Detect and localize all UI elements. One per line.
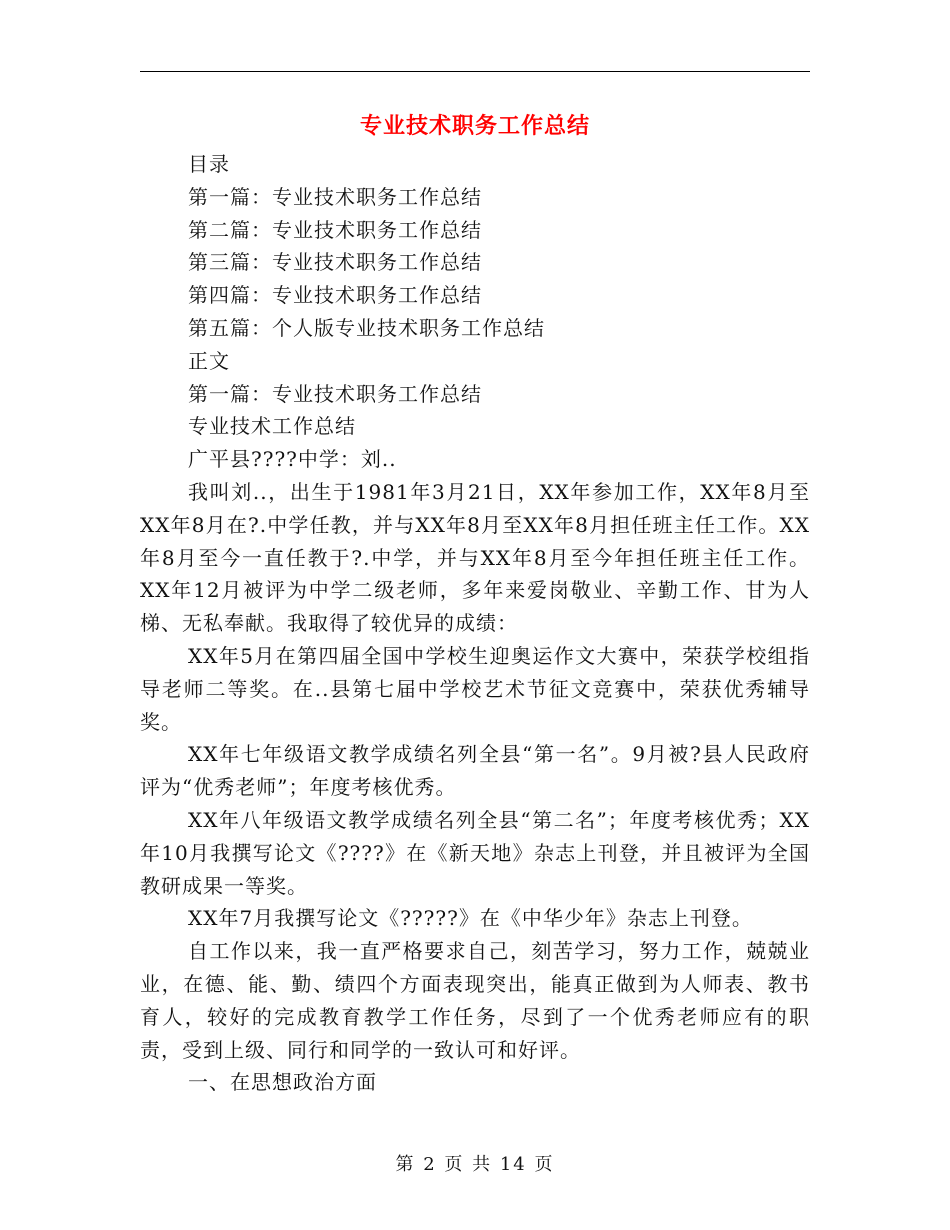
toc-item: 第四篇：专业技术职务工作总结	[188, 283, 482, 308]
toc-item: 第三篇：专业技术职务工作总结	[188, 250, 482, 275]
document-title: 专业技术职务工作总结	[359, 113, 590, 139]
toc-item: 第五篇：个人版专业技术职务工作总结	[188, 315, 545, 340]
paragraph: XX年5月在第四届全国中学校生迎奥运作文大赛中，荣获学校组指导老师二等奖。在..县第七届中学校艺术节征文竞赛中，荣获优秀辅导奖。	[140, 643, 810, 734]
paragraph: XX年7月我撰写论文《?????》在《中华少年》杂志上刊登。	[188, 906, 753, 931]
section-title: 第一篇：专业技术职务工作总结	[188, 381, 482, 406]
paragraph: XX年七年级语文教学成绩名列全县“第一名”。9月被?县人民政府评为“优秀老师”；年度考核优秀。	[140, 742, 810, 800]
paragraph: 自工作以来，我一直严格要求自己，刻苦学习，努力工作，兢兢业业，在德、能、勤、绩四个方面表现突出，能真正做到为人师表、教书育人，较好的完成教育教学工作任务，尽到了一个优秀老师应有的职责，受到上级、同行和同学的一致认可和好评。	[140, 939, 810, 1062]
paragraph: XX年八年级语文教学成绩名列全县“第二名”；年度考核优秀；XX年10月我撰写论文《????》在《新天地》杂志上刊登，并且被评为全国教研成果一等奖。	[140, 807, 810, 898]
section-heading: 一、在思想政治方面	[188, 1070, 377, 1095]
body-heading: 正文	[188, 348, 230, 373]
paragraph: 我叫刘..，出生于1981年3月21日，XX年参加工作，XX年8月至XX年8月在?.中学任教，并与XX年8月至XX年8月担任班主任工作。XX年8月至今一直任教于?.中学，并与XX年8月至今年担任班主任工作。XX年12月被评为中学二级老师，多年来爱岗敬业、辛勤工作、甘为人梯、无私奉献。我取得了较优异的成绩：	[140, 479, 810, 636]
document-body	[140, 148, 810, 1099]
page-footer: 第 2 页 共 14 页	[395, 1154, 555, 1175]
toc-item: 第一篇：专业技术职务工作总结	[188, 184, 482, 209]
subtitle: 专业技术工作总结	[188, 414, 356, 439]
header-rule	[140, 71, 810, 72]
author-line: 广平县????中学：刘..	[188, 447, 397, 472]
toc-item: 第二篇：专业技术职务工作总结	[188, 217, 482, 242]
toc-heading: 目录	[188, 152, 230, 176]
